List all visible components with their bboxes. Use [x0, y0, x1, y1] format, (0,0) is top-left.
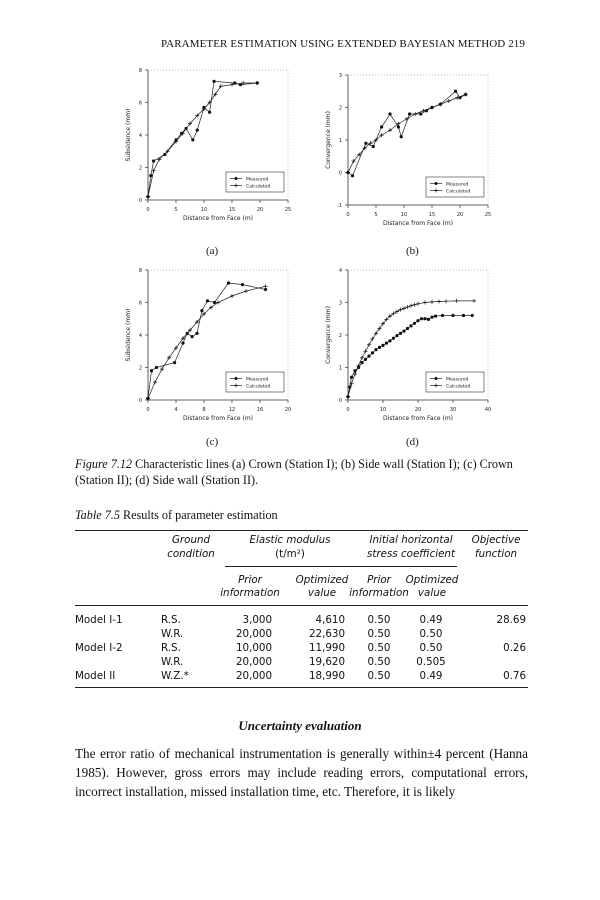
x-tick-label: 40 [484, 407, 492, 413]
x-tick-label: 10 [379, 407, 387, 413]
x-tick-label: 0 [146, 407, 150, 413]
calculated-point [213, 92, 217, 96]
measured-point [364, 358, 367, 361]
cell-k-optimized: 0.50 [419, 642, 443, 654]
cell-model: Model I-1 [75, 614, 123, 626]
table-bottom-rule [75, 687, 528, 688]
measured-point [400, 135, 403, 138]
calculated-point [160, 367, 164, 371]
cell-model: Model II [75, 670, 116, 682]
x-tick-label: 20 [414, 407, 422, 413]
x-tick-label: 12 [228, 407, 236, 413]
y-tick-label: 2 [138, 165, 142, 172]
body-paragraph: The error ratio of mechanical instrumentation is generally within±4 percent (Hanna 1985). However, gross errors may include reading errors, computational errors, incorrect installation, missed installation time, etc. Therefore, it is likely [75, 746, 528, 799]
calculated-point [346, 395, 350, 399]
measured-point [173, 361, 176, 364]
measured-point [241, 283, 244, 286]
calculated-point [264, 284, 268, 288]
x-axis-label: Distance from Face (m) [382, 415, 454, 422]
legend-calculated-label: Calculated [246, 184, 271, 190]
y-axis-label: Convergence (mm) [325, 111, 332, 169]
measured-point [397, 125, 400, 128]
calculated-point [367, 343, 371, 347]
cell-k-optimized: 0.505 [416, 656, 446, 668]
x-tick-label: 8 [202, 407, 206, 413]
calculated-point [395, 310, 399, 314]
cell-elastic-optimized: 4,610 [315, 614, 345, 626]
header-ground: Ground [171, 534, 211, 546]
cell-k-prior: 0.50 [367, 670, 391, 682]
x-tick-label: 25 [284, 207, 292, 213]
cell-elastic-optimized: 11,990 [308, 642, 345, 654]
figure-caption-text: Characteristic lines (a) Crown (Station I); (b) Side wall (Station I); (c) Crown (Station II); (d) Side wall (Station II). [75, 457, 513, 487]
table-title [75, 508, 278, 523]
measured-point [381, 344, 384, 347]
cell-elastic-prior: 20,000 [235, 656, 272, 668]
measured-point [152, 159, 155, 162]
measured-point [402, 330, 405, 333]
table-top-rule [75, 530, 528, 531]
measured-point [423, 317, 426, 320]
measured-point [408, 112, 411, 115]
y-tick-label: 0 [338, 170, 342, 177]
measured-point [409, 324, 412, 327]
calculated-point [464, 93, 468, 97]
header-initial-2: stress coefficient [367, 548, 455, 560]
calculated-point [423, 301, 427, 305]
calculated-point [430, 106, 434, 110]
measured-point [371, 351, 374, 354]
header-objective: Objective [471, 534, 521, 546]
cell-k-prior: 0.50 [367, 656, 391, 668]
table-subheader-rule [225, 566, 457, 567]
calculated-point [230, 294, 234, 298]
calculated-point [153, 380, 157, 384]
measured-point [441, 314, 444, 317]
x-tick-label: 15 [228, 207, 236, 213]
y-tick-label: -1 [337, 203, 342, 209]
table-header-rule [75, 605, 528, 606]
x-tick-label: 5 [374, 212, 378, 218]
legend-measured-marker [435, 377, 438, 380]
measured-point [471, 314, 474, 317]
cell-k-optimized: 0.49 [419, 670, 443, 682]
cell-objective: 0.76 [503, 670, 526, 682]
calculated-point [409, 304, 413, 308]
measured-point [451, 314, 454, 317]
x-tick-label: 10 [200, 207, 208, 213]
cell-objective: 0.26 [503, 642, 526, 654]
y-tick-label: 2 [338, 105, 342, 112]
cell-model: Model I-2 [75, 642, 123, 654]
x-tick-label: 0 [346, 407, 350, 413]
y-tick-label: 3 [338, 73, 342, 79]
measured-point [427, 318, 430, 321]
legend-measured-label: Measured [246, 377, 269, 383]
calculated-point [364, 349, 368, 353]
panel-label-a: (a) [206, 245, 219, 257]
measured-point [360, 361, 363, 364]
measured-point [196, 129, 199, 132]
cell-elastic-optimized: 22,630 [308, 628, 345, 640]
calculated-point [437, 300, 441, 304]
measured-point [416, 319, 419, 322]
y-tick-label: 6 [138, 300, 142, 307]
calculated-point [406, 305, 410, 309]
y-tick-label: 0 [138, 398, 142, 404]
y-tick-label: 0 [138, 198, 142, 204]
legend-measured-marker [235, 177, 238, 180]
x-axis-label: Distance from Face (m) [182, 215, 254, 222]
measured-point [420, 317, 423, 320]
calculated-point [402, 306, 406, 310]
x-tick-label: 4 [174, 407, 178, 413]
measured-point [264, 288, 267, 291]
cell-k-prior: 0.50 [367, 642, 391, 654]
calculated-point [255, 81, 259, 85]
panel-label-d: (d) [406, 436, 419, 448]
y-tick-label: 2 [338, 333, 342, 339]
chart-panel-b [300, 65, 510, 240]
calculated-point [416, 302, 420, 306]
panel-label-c: (c) [206, 436, 219, 448]
calculated-point [472, 299, 476, 303]
measured-point [406, 327, 409, 330]
x-tick-label: 15 [428, 212, 436, 218]
measured-point [367, 355, 370, 358]
calculated-line [348, 95, 466, 173]
measured-point [399, 332, 402, 335]
calculated-point [422, 109, 426, 113]
calculated-point [371, 337, 375, 341]
x-tick-label: 0 [346, 212, 350, 218]
measured-point [191, 335, 194, 338]
legend-measured-label: Measured [446, 377, 469, 383]
measured-point [385, 342, 388, 345]
measured-point [388, 112, 391, 115]
measured-point [155, 366, 158, 369]
subheader-prior-k-2: information [349, 587, 409, 599]
cell-ground: W.R. [161, 628, 184, 640]
figure-caption-prefix: Figure 7.12 [75, 457, 133, 471]
header-ground-2: condition [167, 548, 215, 560]
y-axis-label: Subsidence (mm) [125, 108, 132, 162]
header-initial: Initial horizontal [369, 534, 453, 546]
measured-point [191, 138, 194, 141]
header-elastic: Elastic modulus [249, 534, 331, 546]
calculated-point [430, 300, 434, 304]
y-tick-label: 6 [138, 100, 142, 107]
x-tick-label: 20 [284, 407, 292, 413]
measured-point [378, 346, 381, 349]
legend-measured-label: Measured [446, 182, 469, 188]
calculated-point [399, 308, 403, 312]
measured-point [200, 309, 203, 312]
x-tick-label: 10 [400, 212, 408, 218]
calculated-point [447, 99, 451, 103]
figure-caption [75, 456, 528, 488]
x-axis-label: Distance from Face (m) [182, 415, 254, 422]
x-tick-label: 25 [484, 212, 492, 218]
cell-ground: W.Z.* [161, 670, 189, 682]
measured-point [413, 322, 416, 325]
measured-point [206, 299, 209, 302]
header-elastic-unit: (t/m²) [275, 548, 305, 560]
legend-measured-marker [435, 182, 438, 185]
subheader-optimized-k-2: value [417, 587, 447, 599]
measured-point [380, 125, 383, 128]
calculated-point [413, 303, 417, 307]
measured-point [374, 348, 377, 351]
subheader-optimized-e: Optimized [295, 574, 349, 586]
subheader-prior-e-2: information [220, 587, 280, 599]
header-objective-2: function [474, 548, 518, 560]
y-tick-label: 4 [138, 333, 142, 339]
x-axis-label: Distance from Face (m) [382, 220, 454, 227]
y-tick-label: 8 [138, 268, 142, 274]
measured-point [392, 337, 395, 340]
measured-point [419, 112, 422, 115]
y-tick-label: 4 [138, 133, 142, 139]
calculated-point [353, 372, 357, 376]
cell-elastic-prior: 10,000 [235, 642, 272, 654]
y-tick-label: 0 [338, 398, 342, 404]
y-tick-label: 1 [338, 365, 342, 372]
measured-point [149, 174, 152, 177]
measured-point [181, 342, 184, 345]
subheader-optimized-k: Optimized [405, 574, 459, 586]
measured-point [227, 281, 230, 284]
cell-k-optimized: 0.50 [419, 628, 443, 640]
measured-point [388, 339, 391, 342]
y-axis-label: Subsidence (mm) [125, 308, 132, 362]
cell-elastic-optimized: 18,990 [308, 670, 345, 682]
legend-calculated-label: Calculated [446, 384, 471, 390]
y-tick-label: 1 [338, 138, 342, 144]
table-title-text: Results of parameter estimation [119, 508, 278, 522]
calculated-point [360, 356, 364, 360]
x-tick-label: 30 [449, 407, 457, 413]
cell-k-prior: 0.50 [367, 614, 391, 626]
measured-point [430, 316, 433, 319]
cell-elastic-prior: 3,000 [242, 614, 272, 626]
table-title-prefix: Table 7.5 [75, 508, 120, 522]
y-tick-label: 2 [138, 365, 142, 372]
y-tick-label: 3 [338, 300, 342, 307]
running-head: PARAMETER ESTIMATION USING EXTENDED BAYESIAN METHOD 219 [160, 38, 525, 50]
measured-point [350, 376, 353, 379]
x-tick-label: 20 [456, 212, 464, 218]
chart-panel-d [300, 260, 510, 435]
y-tick-label: 4 [338, 268, 342, 274]
cell-elastic-optimized: 19,620 [308, 656, 345, 668]
cell-objective: 28.69 [496, 614, 526, 626]
legend-measured-marker [235, 377, 238, 380]
calculated-point [244, 289, 248, 293]
measured-point [212, 80, 215, 83]
cell-elastic-prior: 20,000 [235, 670, 272, 682]
calculated-point [455, 299, 459, 303]
measured-point [195, 332, 198, 335]
measured-line [348, 91, 466, 176]
cell-ground: W.R. [161, 656, 184, 668]
cell-ground: R.S. [161, 614, 181, 626]
measured-point [163, 153, 166, 156]
measured-point [434, 315, 437, 318]
legend-calculated-label: Calculated [446, 189, 471, 195]
calculated-point [219, 84, 223, 88]
measured-point [150, 369, 153, 372]
measured-point [213, 301, 216, 304]
legend-measured-label: Measured [246, 177, 269, 183]
chart-panel-c [100, 260, 310, 435]
subheader-optimized-e-2: value [307, 587, 337, 599]
panel-label-b: (b) [406, 245, 419, 257]
cell-ground: R.S. [161, 642, 181, 654]
y-axis-label: Convergence (mm) [325, 306, 332, 364]
x-tick-label: 20 [256, 207, 264, 213]
measured-point [364, 142, 367, 145]
legend-calculated-label: Calculated [246, 384, 271, 390]
cell-k-optimized: 0.49 [419, 614, 443, 626]
measured-point [395, 334, 398, 337]
y-tick-label: 8 [138, 68, 142, 74]
cell-elastic-prior: 20,000 [235, 628, 272, 640]
measured-point [462, 314, 465, 317]
measured-point [208, 111, 211, 114]
section-heading: Uncertainty evaluation [238, 718, 362, 733]
x-tick-label: 5 [174, 207, 178, 213]
chart-panel-a [100, 60, 310, 235]
measured-point [351, 174, 354, 177]
x-tick-label: 16 [256, 407, 264, 413]
measured-point [372, 145, 375, 148]
calculated-point [413, 112, 417, 116]
subheader-prior-k: Prior [367, 574, 391, 586]
calculated-point [455, 96, 459, 100]
calculated-point [146, 195, 150, 199]
cell-k-prior: 0.50 [367, 628, 391, 640]
calculated-point [444, 299, 448, 303]
subheader-prior-e: Prior [238, 574, 262, 586]
measured-point [454, 90, 457, 93]
x-tick-label: 0 [146, 207, 150, 213]
